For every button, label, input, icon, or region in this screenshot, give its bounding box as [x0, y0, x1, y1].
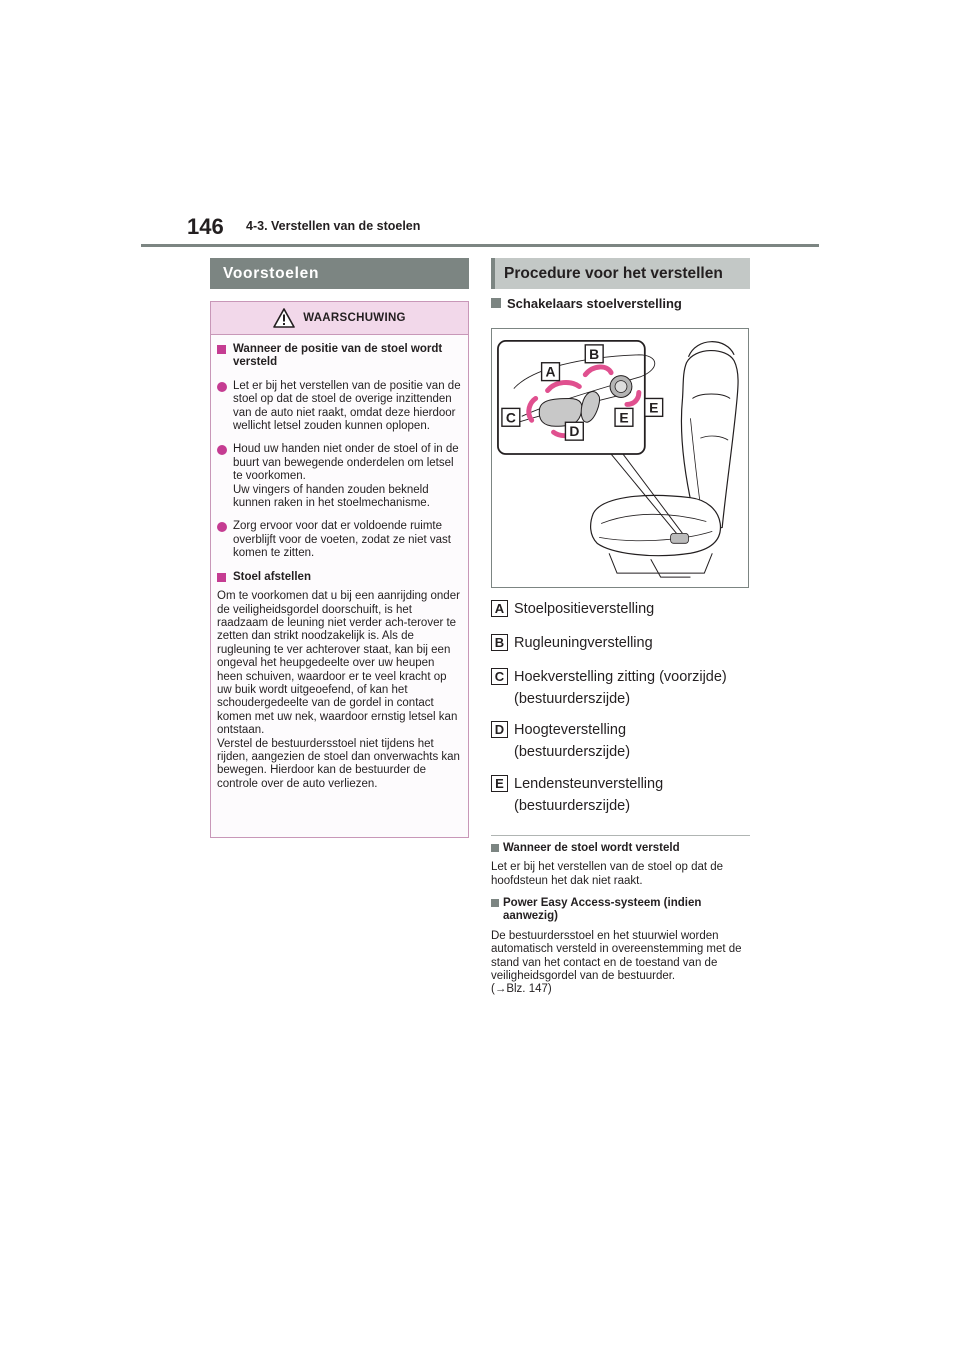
legend-letter-b: B [491, 634, 508, 651]
legend-letter-d: D [491, 721, 508, 738]
legend-item-c: C Hoekverstelling zitting (voorzijde) (bestuurderszijde) [491, 666, 727, 710]
warning-triangle-icon [273, 308, 295, 328]
section-band-procedure: Procedure voor het verstellen [491, 258, 750, 289]
square-bullet-icon [491, 899, 499, 907]
figure-label-c: C [505, 409, 516, 426]
round-bullet-icon [217, 382, 227, 392]
section-title: 4-3. Verstellen van de stoelen [246, 219, 421, 233]
round-bullet-icon [217, 445, 227, 455]
round-bullet-icon [217, 522, 227, 532]
square-bullet-icon [491, 844, 499, 852]
warning-title: WAARSCHUWING [303, 312, 406, 324]
warning-box [210, 301, 469, 838]
figure-label-a: A [545, 363, 556, 380]
seat-illustration [492, 329, 748, 587]
warning-header [211, 302, 468, 335]
legend-letter-a: A [491, 600, 508, 617]
square-bullet-icon [491, 298, 501, 308]
warning-heading-afstellen: Stoel afstellen [217, 571, 462, 584]
legend-letter-e: E [491, 775, 508, 792]
section-band-voorstoelen: Voorstoelen [210, 258, 469, 289]
header-rule [141, 244, 819, 247]
seat-switch-figure [491, 328, 749, 588]
note-power-easy-access: Power Easy Access-systeem (indien aanwezig) De bestuurdersstoel en het stuurwiel worden automatisch versteld in overeenstemming met de stand van het contact en de toestand van de veiligheidsgordel van de bestuurder. (→Blz. 147) [491, 897, 742, 996]
square-bullet-icon [217, 345, 226, 354]
legend-item-b: B Rugleuningverstelling [491, 632, 653, 654]
warning-heading-positie: Wanneer de positie van de stoel wordt versteld [217, 343, 462, 370]
notes-divider [491, 835, 750, 836]
legend-item-e: E Lendensteunverstelling (bestuurderszijde) [491, 773, 663, 817]
figure-label-b: B [589, 345, 600, 362]
warning-bullet-2: Houd uw handen niet onder de stoel of in de buurt van bewegende onderdelen om letsel te voorkomen. Uw vingers of handen zouden bekneld kunnen raken in het stoelmechanisme. [217, 443, 462, 510]
legend-item-a: A Stoelpositieverstelling [491, 598, 654, 620]
figure-label-d: D [569, 423, 580, 440]
page-number: 146 [187, 214, 224, 239]
figure-label-e-outer: E [649, 399, 659, 416]
warning-bullet-1: Let er bij het verstellen van de positie van de stoel op dat de stoel de overige inzittenden van de auto niet raakt, omdat deze hierdoor wellicht letsel zouden kunnen oplopen. [217, 380, 462, 434]
legend-item-d: D Hoogteverstelling (bestuurderszijde) [491, 719, 630, 763]
note-stoel-versteld: Wanneer de stoel wordt versteld Let er bij het verstellen van de stoel op dat de hoofdsteun het dak niet raakt. [491, 842, 724, 887]
warning-paragraph: Om te voorkomen dat u bij een aanrijding onder de veiligheidsgordel doorschuift, is het raadzaam de leuning niet verder ach-terover te zetten dan strikt noodzakelijk is. Als de rugleuning te ver achterover staat, kan bij een ongeval het heupgedeelte over uw heupen heen schuiven, waardoor er te veel kracht op uw buik wordt uitgeoefend, of kan het schoudergedeelte van de gordel in contact komen met uw nek, waardoor ernstig letsel kan ontstaan. Verstel de bestuurdersstoel niet tijdens het rijden, aangezien de stoel dan onverwachts kan bewegen. Hierdoor kan de bestuurder de controle over de auto verliezen. [217, 590, 460, 790]
warning-bullet-3: Zorg ervoor voor dat er voldoende ruimte overblijft voor de voeten, zodat ze niet vast komen te zitten. [217, 520, 462, 560]
warning-body [211, 335, 468, 791]
figure-label-e-inner: E [619, 409, 629, 426]
switches-heading: Schakelaars stoelverstelling [491, 296, 682, 311]
square-bullet-icon [217, 573, 226, 582]
legend-letter-c: C [491, 668, 508, 685]
